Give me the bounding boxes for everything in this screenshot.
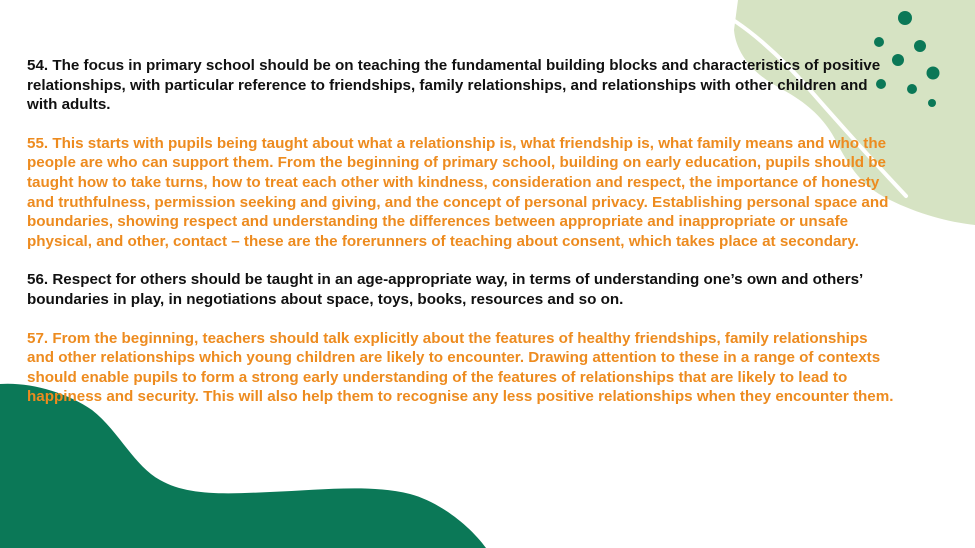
paragraph-54: 54. The focus in primary school should be on teaching the fundamental building blocks and characteristics of positive relationships, with particular reference to friendships, family relationships, and relationships with other children and with adults. (27, 57, 881, 114)
text-content (27, 56, 897, 426)
paragraph-56: 56. Respect for others should be taught in an age-appropriate way, in terms of understanding one’s own and others’ boundaries in play, in negotiations about space, toys, books, resources and so on. (27, 271, 863, 308)
paragraph-57: 57. From the beginning, teachers should talk explicitly about the features of healthy friendships, family relationships and other relationships which young children are likely to encounter. Drawing attention to these in a range of contexts should enable pupils to form a strong early understanding of the features of relationships that are likely to lead to happiness and security. This will also help them to recognise any less positive relationships when they encounter them. (27, 329, 894, 406)
paragraph-55: 55. This starts with pupils being taught about what a relationship is, what friendship is, what family means and who the people are who can support them. From the beginning of primary school, building on early education, pupils should be taught how to take turns, how to treat each other with kindness, consideration and respect, the importance of honesty and truthfulness, permission seeking and giving, and the concept of personal privacy. Establishing personal space and boundaries, showing respect and understanding the differences between appropriate and inappropriate or unsafe physical, and other, contact – these are the forerunners of teaching about consent, which takes place at secondary. (27, 134, 889, 250)
